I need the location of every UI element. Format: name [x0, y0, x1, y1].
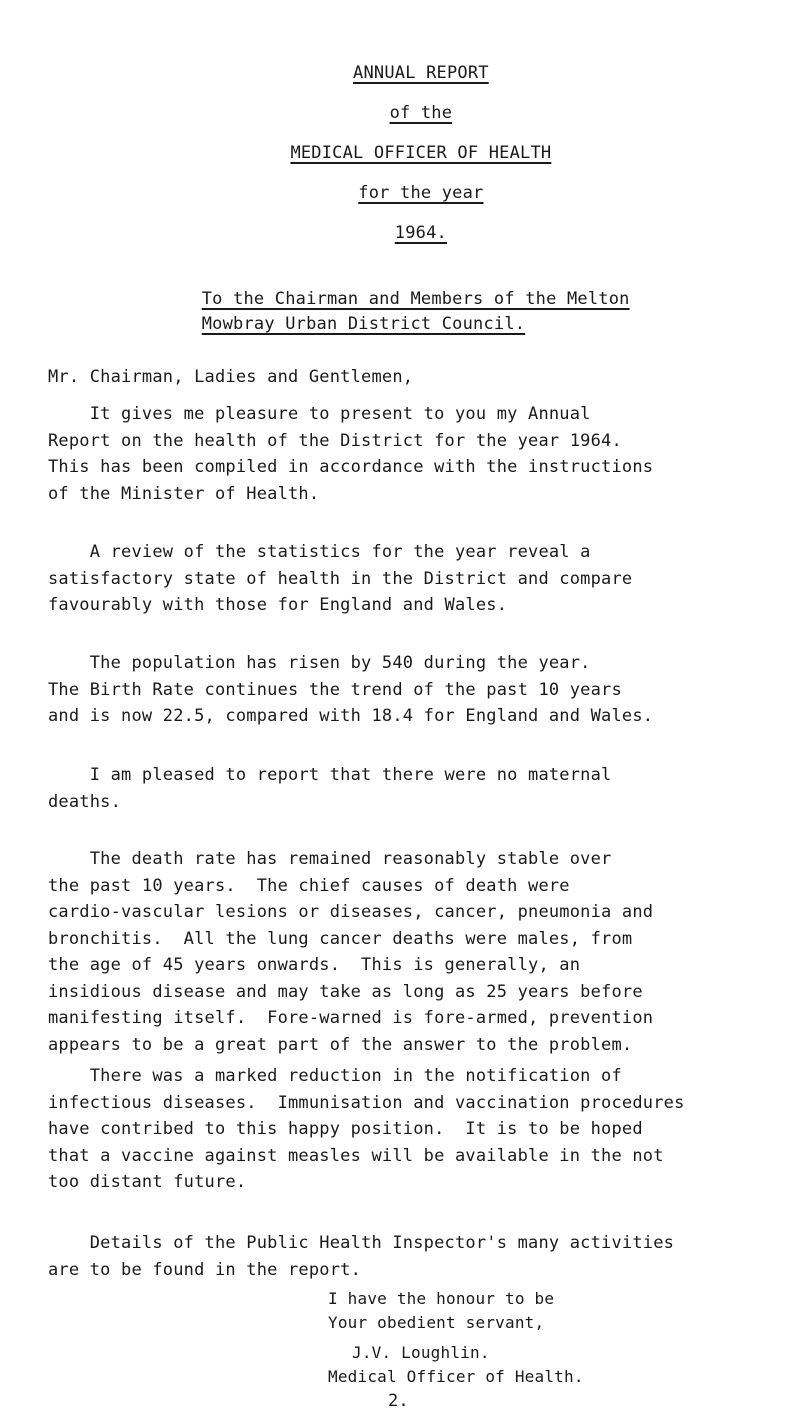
- paragraph-2: A review of the statistics for the year reveal a satisfactory state of health in the District and compare favourably with those for England and Wales.: [48, 542, 633, 615]
- salutation: Mr. Chairman, Ladies and Gentlemen,: [48, 367, 414, 387]
- paragraph-1: It gives me pleasure to present to you my Annual Report on the health of the District for the year 1964. This has been compiled in accordance with the instructions of the Minister of Health.: [48, 404, 654, 504]
- closing-line-2: Your obedient servant,: [328, 1313, 545, 1332]
- title-year: 1964.: [394, 223, 447, 243]
- addressee-line-2: [160, 285, 525, 363]
- signatory-name: J.V. Loughlin.: [352, 1343, 490, 1362]
- addressee-text-1: To the Chairman and Members of the Melton: [201, 289, 630, 309]
- title-medical-officer: MEDICAL OFFICER OF HEALTH: [290, 143, 552, 163]
- closing-line-1: I have the honour to be: [328, 1289, 555, 1308]
- addressee-text-2: Mowbray Urban District Council.: [201, 314, 526, 334]
- title-for-the-year: for the year: [358, 183, 484, 203]
- title-of-the: of the: [389, 103, 453, 123]
- signatory-title: Medical Officer of Health.: [328, 1367, 584, 1386]
- paragraph-3: The population has risen by 540 during the year. The Birth Rate continues the trend of the past 10 years and is now 22.5, compared with 18.4 for England and Wales.: [48, 653, 654, 726]
- paragraph-6: There was a marked reduction in the notification of infectious diseases. Immunisation and vaccination procedures have contribed to this happy position. It is to be hoped that a vaccine against measles will be available in the not too distant future.: [48, 1066, 685, 1192]
- title-annual-report: ANNUAL REPORT: [353, 63, 489, 83]
- page-number: 2.: [388, 1391, 409, 1411]
- paragraph-7: Details of the Public Health Inspector's many activities are to be found in the report.: [48, 1233, 675, 1280]
- paragraph-5: The death rate has remained reasonably stable over the past 10 years. The chief causes of death were cardio-vascular lesions or diseases, cancer, pneumonia and bronchitis. All the lung cancer deaths were males, from the age of 45 years onwards. This is generally, an insidious disease and may take as long as 25 years before manifesting itself. Fore-warned is fore-armed, prevention appears to be a great part of the answer to the problem.: [48, 849, 654, 1055]
- paragraph-4: I am pleased to report that there were no maternal deaths.: [48, 765, 612, 812]
